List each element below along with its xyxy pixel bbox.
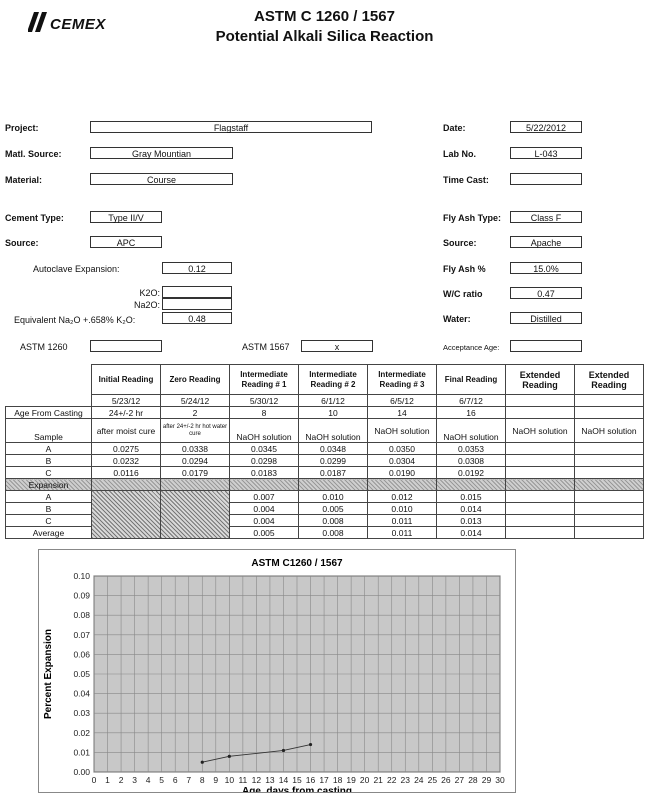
x-tick-label: 10 [224,775,235,785]
cement-source-field[interactable]: APC [90,236,162,248]
condition-cell: NaOH solution [299,419,368,443]
y-tick-label: 0.08 [73,610,90,621]
reading-cell: 0.0275 [92,443,161,455]
matl-source-field[interactable]: Gray Mountian [90,147,233,159]
lab-no-field[interactable]: L-043 [510,147,582,159]
average-cell: 0.011 [368,527,437,539]
reading-cell [506,455,575,467]
expansion-cell: 0.012 [368,491,437,503]
age-cell: 16 [437,407,506,419]
reading-cell: 0.0338 [161,443,230,455]
y-tick-label: 0.10 [73,571,90,581]
sample-id: A [6,491,92,503]
k2o-label: K2O: [139,288,160,298]
expansion-cell: 0.004 [230,515,299,527]
x-tick-label: 28 [468,775,478,785]
x-tick-label: 0 [91,775,97,785]
x-tick-label: 17 [319,775,329,785]
reading-row-c [6,467,644,479]
y-axis-label: Percent Expansion [43,628,54,720]
reading-cell: 0.0345 [230,443,299,455]
y-tick-label: 0.05 [73,669,90,679]
reading-cell: 0.0183 [230,467,299,479]
expansion-cell: 0.007 [230,491,299,503]
wc-ratio-label: W/C ratio [443,289,483,299]
equivalent-field[interactable]: 0.48 [162,312,232,324]
expansion-cell: 0.010 [368,503,437,515]
reading-cell: 0.0179 [161,467,230,479]
expansion-cell: 0.014 [437,503,506,515]
col-header: Initial Reading [92,365,161,395]
hatch-cell [161,479,230,491]
date-cell [575,395,644,407]
acceptance-age-field[interactable] [510,340,582,352]
age-cell: 2 [161,407,230,419]
project-field[interactable]: Flagstaff [90,121,372,133]
x-tick-label: 23 [400,775,411,785]
date-label: Date: [443,123,466,133]
fly-ash-pct-field[interactable]: 15.0% [510,262,582,274]
chart-canvas [39,550,515,792]
y-tick-label: 0.03 [73,708,90,719]
x-tick-label: 18 [332,775,343,785]
hatch-cell [368,479,437,491]
col-header: Extended Reading [506,365,575,395]
x-tick-label: 12 [251,775,262,785]
cement-type-label: Cement Type: [5,213,64,223]
y-tick-label: 0.02 [73,727,90,738]
reading-cell: 0.0298 [230,455,299,467]
cement-type-field[interactable]: Type II/V [90,211,162,223]
hatch-cell [506,479,575,491]
autoclave-label: Autoclave Expansion: [33,264,120,274]
expansion-cell [506,503,575,515]
project-label: Project: [5,123,39,133]
data-point [309,743,312,746]
x-tick-label: 13 [265,775,275,785]
expansion-cell [506,515,575,527]
expansion-cell [506,491,575,503]
x-tick-label: 15 [292,775,302,785]
condition-cell: NaOH solution [368,419,437,443]
time-cast-field[interactable] [510,173,582,185]
expansion-header-row [6,479,644,491]
reading-cell [506,467,575,479]
sample-header: Sample [6,419,92,443]
condition-cell: NaOH solution [437,419,506,443]
date-row-label [6,395,92,407]
fly-ash-pct-label: Fly Ash % [443,264,486,274]
condition-cell: NaOH solution [230,419,299,443]
sample-id: B [6,455,92,467]
col-header: Extended Reading [575,365,644,395]
corner-cell [6,365,92,395]
y-tick-label: 0.07 [73,629,90,640]
expansion-cell: 0.013 [437,515,506,527]
autoclave-field[interactable]: 0.12 [162,262,232,274]
reading-cell: 0.0187 [299,467,368,479]
age-cell [506,407,575,419]
astm1567-label: ASTM 1567 [242,342,290,352]
x-tick-label: 19 [346,775,356,785]
page-subtitle: Potential Alkali Silica Reaction [215,28,434,45]
x-tick-label: 16 [305,775,316,785]
logo-text: CEMEX [50,16,106,33]
condition-row [6,419,644,443]
x-tick-label: 5 [159,775,165,785]
expansion-cell: 0.005 [299,503,368,515]
sample-id: C [6,515,92,527]
x-tick-label: 9 [213,775,219,785]
reading-cell: 0.0192 [437,467,506,479]
wc-ratio-field[interactable]: 0.47 [510,287,582,299]
age-row [6,407,644,419]
expansion-cell: 0.004 [230,503,299,515]
astm1567-field[interactable]: x [301,340,373,352]
data-point [201,761,204,764]
reading-row-b [6,455,644,467]
data-point [282,749,285,752]
y-tick-label: 0.00 [73,767,90,777]
reading-cell: 0.0304 [368,455,437,467]
date-cell: 6/5/12 [368,395,437,407]
x-tick-label: 6 [172,775,178,785]
na2o-label: Na2O: [133,300,160,310]
chart-title: ASTM C1260 / 1567 [251,558,343,569]
reading-cell [575,467,644,479]
average-label: Average [6,527,92,539]
age-cell: 8 [230,407,299,419]
col-header: Intermediate Reading # 2 [299,365,368,395]
expansion-label: Expansion [6,479,92,491]
x-tick-label: 26 [441,775,451,785]
astm1260-label: ASTM 1260 [20,342,68,352]
data-point [228,755,231,758]
hatch-cell [230,479,299,491]
x-tick-label: 11 [238,775,248,785]
age-cell: 10 [299,407,368,419]
sample-id: B [6,503,92,515]
date-cell: 5/30/12 [230,395,299,407]
average-cell: 0.014 [437,527,506,539]
col-header: Final Reading [437,365,506,395]
y-tick-label: 0.06 [73,649,90,660]
x-tick-label: 29 [481,775,492,785]
age-cell: 14 [368,407,437,419]
reading-cell: 0.0232 [92,455,161,467]
reading-cell: 0.0294 [161,455,230,467]
date-cell: 5/24/12 [161,395,230,407]
lab-no-label: Lab No. [443,149,476,159]
date-cell: 6/1/12 [299,395,368,407]
age-cell [575,407,644,419]
water-label: Water: [443,314,471,324]
col-header: Intermediate Reading # 3 [368,365,437,395]
x-tick-label: 7 [186,775,192,785]
fly-ash-type-label: Fly Ash Type: [443,213,502,223]
header-row [6,365,644,395]
hatch-cell [92,479,161,491]
sample-id: A [6,443,92,455]
expansion-chart [38,549,516,793]
equivalent-label: Equivalent Na₂O +.658% K₂O: [14,315,136,325]
reading-row-a [6,443,644,455]
col-header: Intermediate Reading # 1 [230,365,299,395]
x-tick-label: 22 [386,775,397,785]
fly-ash-source-label: Source: [443,238,477,248]
reading-cell [506,443,575,455]
average-cell: 0.005 [230,527,299,539]
hatch-cell [437,479,506,491]
y-tick-label: 0.09 [73,590,90,601]
average-cell [575,527,644,539]
x-tick-label: 21 [373,775,383,785]
acceptance-age-label: Acceptance Age: [443,343,500,352]
hatch-cell [575,479,644,491]
hatch-cell [299,479,368,491]
condition-cell: NaOH solution [575,419,644,443]
fly-ash-type-field[interactable]: Class F [510,211,582,223]
cement-source-label: Source: [5,238,39,248]
condition-cell: NaOH solution [506,419,575,443]
expansion-cell: 0.015 [437,491,506,503]
reading-cell: 0.0308 [437,455,506,467]
hatch-block [161,491,230,539]
reading-cell: 0.0348 [299,443,368,455]
age-cell: 24+/-2 hr [92,407,161,419]
x-tick-label: 1 [105,775,110,785]
date-field[interactable]: 5/22/2012 [510,121,582,133]
matl-source-label: Matl. Source: [5,149,62,159]
expansion-cell [575,515,644,527]
reading-cell [575,455,644,467]
reading-cell [575,443,644,455]
readings-table [5,364,644,539]
x-tick-label: 14 [278,775,289,785]
x-tick-label: 3 [132,775,137,785]
date-row [6,395,644,407]
date-cell: 6/7/12 [437,395,506,407]
k2o-field[interactable] [162,286,232,298]
x-tick-label: 2 [118,775,124,785]
reading-cell: 0.0353 [437,443,506,455]
x-tick-label: 24 [414,775,424,785]
expansion-cell [575,503,644,515]
average-cell: 0.008 [299,527,368,539]
reading-cell: 0.0190 [368,467,437,479]
x-tick-label: 8 [199,775,205,785]
col-header: Zero Reading [161,365,230,395]
na2o-field[interactable] [162,298,232,310]
material-label: Material: [5,175,43,185]
date-cell [506,395,575,407]
x-tick-label: 27 [454,775,465,785]
sample-id: C [6,467,92,479]
astm1260-field[interactable] [90,340,162,352]
x-tick-label: 30 [495,775,505,785]
reading-cell: 0.0116 [92,467,161,479]
condition-cell: after moist cure [92,419,161,443]
material-field[interactable]: Course [90,173,233,185]
y-tick-label: 0.01 [73,747,90,758]
x-tick-label: 20 [359,775,370,785]
expansion-cell [575,491,644,503]
time-cast-label: Time Cast: [443,175,489,185]
x-axis-label: Age, days from casting [241,786,353,792]
y-tick-label: 0.04 [73,688,90,699]
age-row-label: Age From Casting [6,407,92,419]
condition-cell: after 24+/-2 hr hot water cure [161,419,230,443]
expansion-cell: 0.008 [299,515,368,527]
expansion-row-a [6,491,644,503]
expansion-cell: 0.010 [299,491,368,503]
hatch-block [92,491,161,539]
x-tick-label: 25 [427,775,438,785]
expansion-cell: 0.011 [368,515,437,527]
page-title: ASTM C 1260 / 1567 [254,8,395,25]
average-cell [506,527,575,539]
date-cell: 5/23/12 [92,395,161,407]
reading-cell: 0.0299 [299,455,368,467]
x-tick-label: 4 [145,775,151,785]
fly-ash-source-field[interactable]: Apache [510,236,582,248]
water-field[interactable]: Distilled [510,312,582,324]
reading-cell: 0.0350 [368,443,437,455]
